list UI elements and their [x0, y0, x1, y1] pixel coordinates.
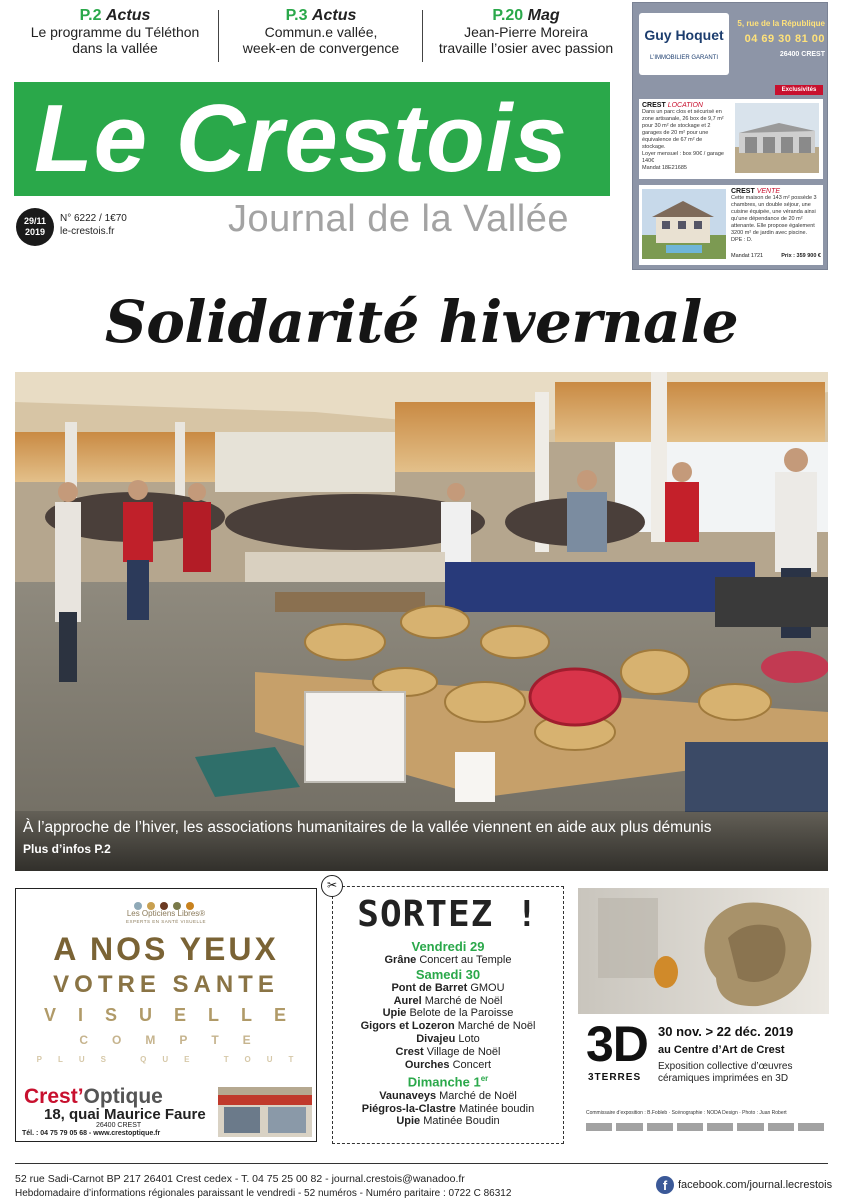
ad-crest-optique[interactable] — [15, 888, 317, 1142]
listing-type: VENTE — [756, 188, 781, 195]
event-name: Concert — [452, 1058, 492, 1071]
facebook-link[interactable] — [656, 1176, 832, 1194]
opticiens-tagline: EXPERTS EN SANTÉ VISUELLE — [126, 919, 206, 924]
gh-slogan: L’IMMOBILIER GARANTI — [649, 55, 718, 61]
house-photo — [642, 189, 726, 259]
optic-slogan-line3: VISUELLE — [43, 1005, 308, 1025]
sponsor-logo — [586, 1123, 612, 1131]
footer-contact: 52 rue Sadi-Carnot BP 217 26401 Crest cedex - T. 04 75 25 00 82 - journal.crestois@wanadoo.fr — [15, 1173, 465, 1185]
hall-photo — [15, 372, 828, 871]
event-name: Marché de Noël — [439, 1089, 517, 1102]
sponsor-logo — [616, 1123, 642, 1131]
event-place: Piégros-la-Clastre — [361, 1102, 456, 1115]
listing-price: Prix : 359 900 € — [781, 253, 821, 259]
gh-exclusive-badge: Exclusivités — [775, 85, 823, 95]
gh-listing-vente[interactable] — [639, 185, 823, 265]
headline: Solidarité hivernale — [104, 288, 739, 356]
teaser-line: dans la vallée — [72, 40, 158, 56]
event-place: Upie — [382, 1007, 407, 1020]
photo-caption — [15, 811, 828, 871]
event-place: Upie — [396, 1115, 421, 1128]
event-name: GMOU — [470, 981, 505, 994]
listing-extra: Loyer mensuel : box 90€ / garage 140€ — [642, 151, 724, 164]
shop-name-a: Crest’ — [24, 1085, 84, 1108]
website-link[interactable]: le-crestois.fr — [60, 226, 115, 237]
teaser-section: Actus — [311, 7, 357, 24]
masthead-title: Le Crestois — [34, 85, 568, 192]
sponsor-logo — [737, 1123, 763, 1131]
sponsor-logo — [768, 1123, 794, 1131]
opticiens-brand: Les Opticiens Libres® — [126, 909, 206, 918]
3d-title: 3D — [586, 1016, 648, 1072]
facebook-url: facebook.com/journal.lecrestois — [678, 1179, 833, 1191]
listing-text: Dans un parc clos et sécurisé en zone artisanale, 26 box de 9,7 m² pour 30 m² de stockage et 2 garages de 20 m² pour une équivalence de 67 m² de stockage. — [642, 109, 724, 150]
event-item — [333, 982, 563, 995]
event-item — [333, 1103, 563, 1116]
gh-brand: Guy Hoquet — [644, 27, 724, 43]
gh-city: 26400 CREST — [779, 51, 825, 58]
scissors-icon: ✂ — [321, 875, 343, 897]
teaser-line: Commun.e vallée, — [264, 24, 378, 40]
teaser-page: P.3 — [285, 7, 308, 24]
teaser-line: Le programme du Téléthon — [30, 24, 200, 40]
sponsor-logo — [798, 1123, 824, 1131]
optic-address: 18, quai Maurice Faure — [44, 1106, 206, 1123]
sortez-events — [333, 939, 563, 1128]
event-item — [333, 954, 563, 967]
event-item — [333, 1090, 563, 1103]
issue-date-badge — [16, 208, 54, 246]
event-name: Village de Noël — [426, 1045, 501, 1058]
optic-city: 26400 CREST — [96, 1122, 142, 1129]
masthead-banner — [14, 82, 610, 196]
listing-type: LOCATION — [667, 102, 703, 109]
listing-text: Cette maison de 143 m² possède 3 chambres, un double séjour, une cuisine équipée, une véranda ainsi qu’une dépendance de 20 m² attenante. Elle propose également 3200 m² de jardin avec piscine. DPE : D. — [731, 195, 817, 243]
issue-year: 2019 — [24, 227, 46, 237]
gh-address: 5, rue de la République — [737, 19, 825, 28]
3d-description: Exposition collective d’œuvres céramiques imprimées en 3D — [658, 1061, 793, 1084]
teaser-p2[interactable] — [20, 8, 210, 56]
event-day — [333, 1071, 563, 1089]
teaser-p3[interactable] — [226, 8, 416, 56]
facebook-icon: f — [656, 1176, 674, 1194]
event-name: Marché de Noël — [424, 994, 503, 1007]
ceramic-sculpture-photo — [578, 888, 829, 1014]
sponsor-logo — [677, 1123, 703, 1131]
listing-ref: Mandat 18E21685 — [642, 165, 687, 171]
teaser-p20[interactable] — [428, 8, 624, 56]
ad-3d-exhibition[interactable] — [578, 888, 829, 1140]
sponsor-logos — [586, 1120, 824, 1134]
event-place: Vaunaveys — [379, 1089, 437, 1102]
gh-listing-location[interactable] — [639, 99, 823, 179]
optic-contact[interactable]: Tél. : 04 75 79 05 68 - www.crestoptique.fr — [22, 1130, 161, 1137]
listing-ref: Mandat 1721 — [731, 253, 764, 259]
main-photo — [15, 372, 828, 871]
guy-hoquet-logo — [639, 13, 729, 75]
event-item — [333, 1020, 563, 1033]
3d-subtitle: 3TERRES — [588, 1072, 642, 1083]
masthead-subtitle: Journal de la Vallée — [228, 198, 569, 240]
event-item — [333, 995, 563, 1008]
teaser-divider — [422, 10, 423, 62]
event-name: Concert au Temple — [419, 954, 512, 966]
warehouse-photo — [735, 103, 819, 173]
teaser-line: week-en de convergence — [242, 40, 400, 56]
sortez-title: SORTEZ ! — [357, 894, 539, 935]
event-item — [333, 1115, 563, 1128]
event-day-label: Dimanche 1 — [407, 1074, 481, 1090]
event-place: Ourches — [404, 1058, 450, 1071]
event-item — [333, 1033, 563, 1046]
gh-phone: 04 69 30 81 00 — [744, 33, 825, 45]
event-place: Divajeu — [416, 1032, 456, 1045]
sponsor-logo — [707, 1123, 733, 1131]
sponsor-logo — [647, 1123, 673, 1131]
event-item — [333, 1046, 563, 1059]
listing-place: CREST — [731, 188, 755, 195]
teaser-line: Jean-Pierre Moreira — [464, 24, 588, 40]
event-place: Grâne — [384, 954, 417, 966]
sortez-box — [326, 878, 564, 1144]
3d-place: au Centre d’Art de Crest — [658, 1044, 785, 1056]
listing-place: CREST — [642, 102, 666, 109]
footer-divider — [15, 1163, 828, 1164]
3d-dates: 30 nov. > 22 déc. 2019 — [658, 1024, 794, 1039]
teaser-line: travaille l’osier avec passion — [438, 40, 614, 56]
issue-number: N° 6222 / 1€70 — [60, 213, 127, 224]
optic-slogan-line5: PLUS QUE TOUT — [36, 1055, 310, 1064]
optic-slogan-line2: VOTRE SANTE — [53, 971, 279, 998]
teaser-section: Mag — [527, 7, 560, 24]
event-name: Matinée boudin — [458, 1102, 535, 1115]
shop-name-b: Optique — [83, 1085, 163, 1108]
event-place: Gigors et Lozeron — [360, 1020, 455, 1033]
issue-info — [60, 212, 127, 238]
event-name: Loto — [458, 1032, 480, 1045]
shopfront-photo — [218, 1087, 312, 1137]
event-item — [333, 1059, 563, 1072]
event-name: Marché de Noël — [457, 1020, 536, 1033]
optic-slogan-line1: A NOS YEUX — [53, 931, 279, 967]
optic-slogan-line4: COMPTE — [79, 1033, 275, 1047]
event-day: Vendredi 29 — [411, 939, 485, 954]
3d-credits: Commissaire d’exposition : B.Fobleb · Scénographie : NODA Design · Photo : Juan Robert — [586, 1110, 787, 1116]
event-place: Aurel — [393, 994, 422, 1007]
event-place: Crest — [395, 1045, 424, 1058]
teaser-section: Actus — [105, 7, 151, 24]
teaser-divider — [218, 10, 219, 62]
caption-text: À l’approche de l’hiver, les associations humanitaires de la vallée viennent en aide aux plus démunis — [23, 819, 712, 836]
event-place: Pont de Barret — [391, 981, 468, 994]
ad-guy-hoquet[interactable] — [632, 2, 828, 270]
event-name: Matinée Boudin — [423, 1115, 500, 1128]
event-day: Samedi 30 — [415, 966, 481, 982]
issue-day: 29/11 — [23, 216, 47, 226]
teaser-page: P.20 — [492, 7, 524, 24]
caption-more-link[interactable]: Plus d’infos P.2 — [23, 842, 111, 856]
teaser-page: P.2 — [79, 7, 102, 24]
footer-legal: Hebdomadaire d’informations régionales paraissant le vendredi - 52 numéros - Numéro paritaire : 0722 C 86312 — [15, 1188, 512, 1199]
event-item — [333, 1007, 563, 1020]
event-name: Belote de la Paroisse — [409, 1007, 514, 1020]
event-day-sup: er — [480, 1074, 489, 1084]
